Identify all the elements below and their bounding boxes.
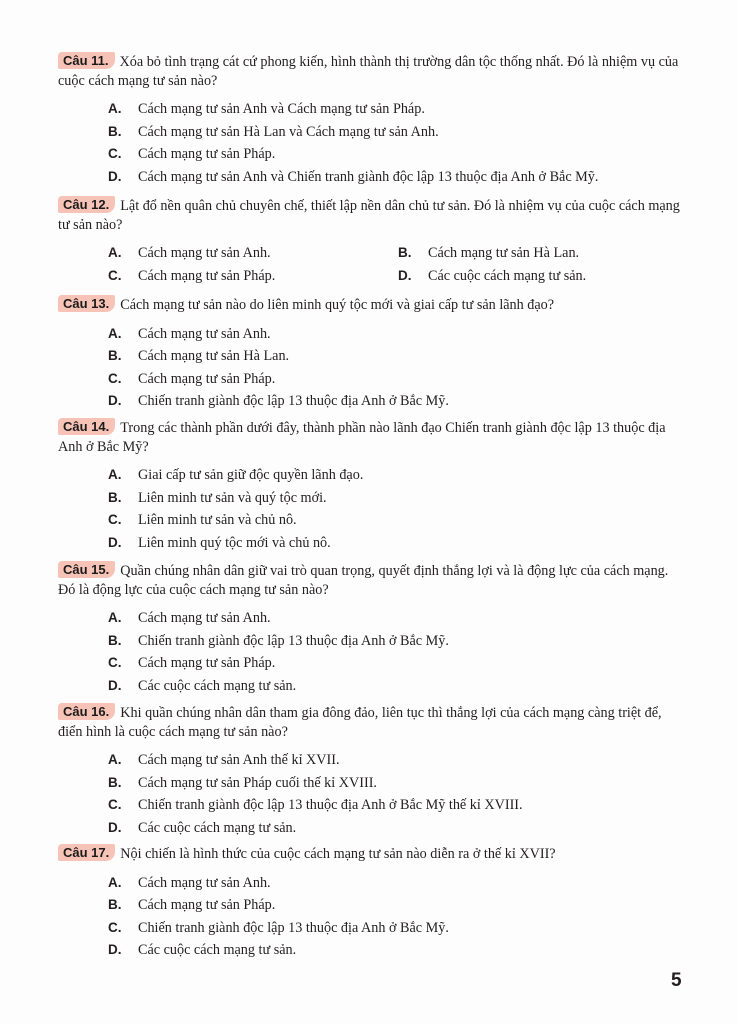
answer-options xyxy=(58,749,688,839)
question-12 xyxy=(58,196,688,287)
question-16 xyxy=(58,703,688,839)
option-text: Các cuộc cách mạng tư sản. xyxy=(138,819,297,836)
option-a xyxy=(58,242,398,265)
question-label: Câu 13. xyxy=(58,295,115,312)
question-11 xyxy=(58,52,688,188)
option-c xyxy=(58,794,688,817)
option-text: Cách mạng tư sản Pháp. xyxy=(138,267,276,284)
option-letter: D. xyxy=(108,534,122,550)
option-d xyxy=(58,390,688,413)
answer-options xyxy=(58,464,688,554)
option-letter: D. xyxy=(108,677,122,693)
option-a xyxy=(58,464,688,487)
option-row xyxy=(58,242,688,265)
question-label: Câu 15. xyxy=(58,561,115,578)
option-text: Chiến tranh giành độc lập 13 thuộc địa Anh ở Bắc Mỹ. xyxy=(138,632,449,649)
option-b xyxy=(58,121,688,144)
question-15 xyxy=(58,561,688,697)
option-b xyxy=(58,894,688,917)
option-text: Cách mạng tư sản Anh. xyxy=(138,874,271,891)
option-d xyxy=(58,939,688,962)
option-text: Cách mạng tư sản Pháp. xyxy=(138,146,276,162)
question-label: Câu 14. xyxy=(58,418,115,435)
answer-options xyxy=(58,98,688,188)
option-d xyxy=(58,817,688,840)
option-letter: B. xyxy=(108,632,122,648)
question-text: Xóa bỏ tình trạng cát cứ phong kiến, hình thành thị trường dân tộc thống nhất. Đó là nhiệm vụ của cuộc cách mạng tư sản nào? xyxy=(58,54,679,89)
question-stem xyxy=(58,418,688,456)
question-text: Quần chúng nhân dân giữ vai trò quan trọng, quyết định thắng lợi và là động lực của cách mạng. Đó là động lực của cuộc cách mạng tư sản nào? xyxy=(58,563,669,598)
option-c xyxy=(58,652,688,675)
question-stem xyxy=(58,561,688,599)
option-text: Cách mạng tư sản Pháp. xyxy=(138,370,276,387)
option-text: Cách mạng tư sản Anh. xyxy=(138,610,271,626)
option-letter: C. xyxy=(108,655,122,670)
option-d xyxy=(58,675,688,698)
option-text: Liên minh tư sản và quý tộc mới. xyxy=(138,489,327,506)
option-text: Cách mạng tư sản Hà Lan và Cách mạng tư sản Anh. xyxy=(138,123,439,140)
question-label: Câu 17. xyxy=(58,844,115,861)
answer-options xyxy=(58,872,688,962)
question-17 xyxy=(58,844,688,962)
question-stem xyxy=(58,844,688,864)
option-c xyxy=(58,368,688,391)
option-letter: B. xyxy=(108,348,122,363)
option-a xyxy=(58,323,688,346)
page-number: 5 xyxy=(671,970,682,991)
option-letter: C. xyxy=(108,146,122,161)
option-letter: A. xyxy=(108,467,122,482)
option-text: Cách mạng tư sản Hà Lan. xyxy=(428,245,580,261)
option-c xyxy=(58,917,688,940)
option-d xyxy=(58,166,688,189)
question-text: Trong các thành phần dưới đây, thành phần nào lãnh đạo Chiến tranh giành độc lập 13 thuộc địa Anh ở Bắc Mỹ? xyxy=(58,420,666,455)
option-text: Cách mạng tư sản Pháp cuối thế kỉ XVIII. xyxy=(138,774,377,791)
option-b xyxy=(58,345,688,368)
question-text: Nội chiến là hình thức của cuộc cách mạng tư sản nào diễn ra ở thế kỉ XVII? xyxy=(120,846,556,862)
option-letter: C. xyxy=(108,797,122,812)
option-letter: D. xyxy=(108,393,122,408)
answer-options xyxy=(58,242,688,287)
question-stem xyxy=(58,703,688,741)
option-letter: A. xyxy=(108,752,122,767)
question-text: Lật đổ nền quân chủ chuyên chế, thiết lập nền dân chủ tư sản. Đó là nhiệm vụ của cuộc cách mạng tư sản nào? xyxy=(58,198,680,233)
question-label: Câu 16. xyxy=(58,703,115,720)
option-text: Cách mạng tư sản Hà Lan. xyxy=(138,348,290,364)
question-text: Khi quần chúng nhân dân tham gia đông đảo, liên tục thì thắng lợi của cách mạng càng triệt để, điển hình là cuộc cách mạng tư sản nào? xyxy=(58,705,662,740)
option-b xyxy=(58,487,688,510)
option-b xyxy=(58,772,688,795)
option-letter: B. xyxy=(108,123,122,139)
option-a xyxy=(58,872,688,895)
question-label: Câu 12. xyxy=(58,196,115,213)
option-text: Liên minh tư sản và chủ nô. xyxy=(138,512,297,528)
option-text: Cách mạng tư sản Pháp. xyxy=(138,655,276,671)
option-letter: B. xyxy=(108,774,122,790)
option-text: Các cuộc cách mạng tư sản. xyxy=(138,677,297,694)
option-letter: B. xyxy=(108,489,122,505)
option-text: Cách mạng tư sản Anh. xyxy=(138,245,271,261)
option-text: Chiến tranh giành độc lập 13 thuộc địa Anh ở Bắc Mỹ thế kỉ XVIII. xyxy=(138,797,523,813)
option-letter: C. xyxy=(108,370,122,386)
question-label: Câu 11. xyxy=(58,52,115,69)
option-letter: C. xyxy=(108,919,122,935)
option-text: Các cuộc cách mạng tư sản. xyxy=(428,267,587,284)
option-a xyxy=(58,749,688,772)
answer-options xyxy=(58,607,688,697)
option-b xyxy=(398,242,688,265)
option-letter: A. xyxy=(108,610,122,625)
option-text: Chiến tranh giành độc lập 13 thuộc địa Anh ở Bắc Mỹ. xyxy=(138,919,449,936)
question-stem xyxy=(58,295,688,315)
option-text: Chiến tranh giành độc lập 13 thuộc địa Anh ở Bắc Mỹ. xyxy=(138,393,449,409)
option-text: Cách mạng tư sản Anh và Chiến tranh giành độc lập 13 thuộc địa Anh ở Bắc Mỹ. xyxy=(138,168,599,185)
question-stem xyxy=(58,52,688,90)
option-c xyxy=(58,509,688,532)
option-text: Cách mạng tư sản Anh. xyxy=(138,325,271,342)
option-letter: D. xyxy=(398,267,412,283)
answer-options xyxy=(58,323,688,413)
question-stem xyxy=(58,196,688,234)
option-text: Cách mạng tư sản Anh và Cách mạng tư sản Pháp. xyxy=(138,101,425,117)
option-letter: A. xyxy=(108,245,122,260)
option-text: Liên minh quý tộc mới và chủ nô. xyxy=(138,534,331,551)
question-13 xyxy=(58,295,688,413)
option-letter: C. xyxy=(108,512,122,527)
option-letter: D. xyxy=(108,942,122,957)
option-text: Các cuộc cách mạng tư sản. xyxy=(138,942,297,958)
option-row xyxy=(58,265,688,288)
option-letter: D. xyxy=(108,819,122,835)
option-d xyxy=(398,265,688,288)
question-14 xyxy=(58,418,688,554)
option-text: Cách mạng tư sản Pháp. xyxy=(138,897,276,913)
option-text: Cách mạng tư sản Anh thế kỉ XVII. xyxy=(138,752,340,768)
option-letter: C. xyxy=(108,267,122,283)
option-letter: A. xyxy=(108,325,122,341)
option-b xyxy=(58,630,688,653)
option-letter: A. xyxy=(108,874,122,890)
option-a xyxy=(58,607,688,630)
option-d xyxy=(58,532,688,555)
option-letter: B. xyxy=(398,245,412,260)
option-text: Giai cấp tư sản giữ độc quyền lãnh đạo. xyxy=(138,467,364,483)
option-letter: D. xyxy=(108,168,122,184)
option-letter: A. xyxy=(108,101,122,116)
option-c xyxy=(58,143,688,166)
option-letter: B. xyxy=(108,897,122,912)
option-a xyxy=(58,98,688,121)
question-text: Cách mạng tư sản nào do liên minh quý tộc mới và giai cấp tư sản lãnh đạo? xyxy=(120,297,555,313)
option-c xyxy=(58,265,398,288)
